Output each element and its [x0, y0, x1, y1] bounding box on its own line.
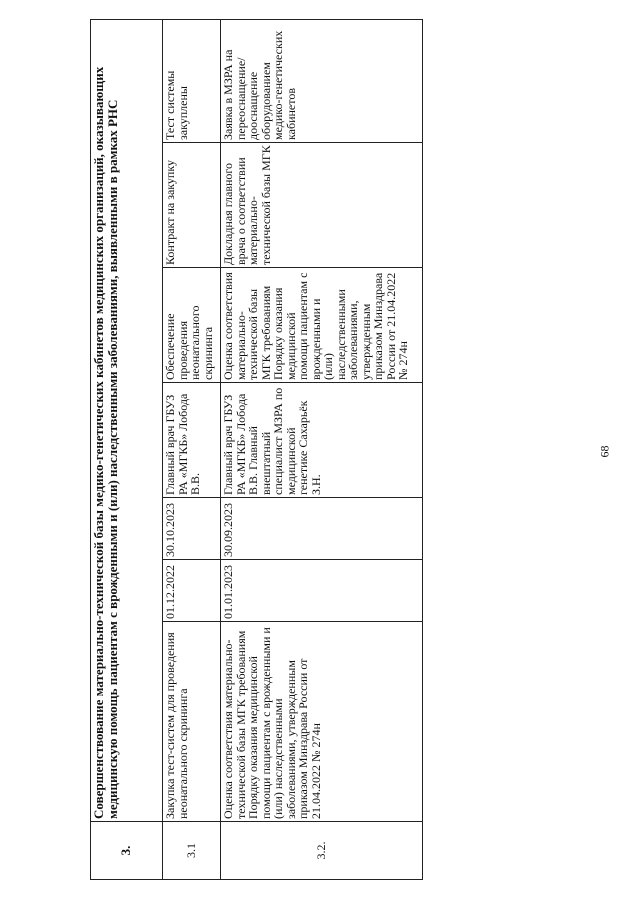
end-date-cell: 30.09.2023 — [221, 498, 423, 560]
result-cell: Обеспечение проведения неонатального скрининга — [163, 268, 221, 383]
start-date-cell: 01.12.2022 — [163, 560, 221, 622]
plan-table — [90, 19, 423, 880]
end-date-cell: 30.10.2023 — [163, 498, 221, 560]
section-title: Совершенствование материально-технической базы медико-генетических кабинетов медицинских организаций, оказывающих медицинскую помощь пациентам с врожденными и (или) наследственными заболеваниями, выявленными в рамках РНС — [91, 20, 163, 822]
control-cell: Тест системы закуплены — [163, 20, 221, 143]
rotated-table-page — [90, 20, 423, 880]
result-cell: Оценка соответствия материально-технической базы МГК требованиям Порядку оказания медицинской помощи пациентам с врожденными и (или) наследственными заболеваниями, утвержденным приказом Минздрава России от 21.04.2022 № 274н — [221, 268, 423, 383]
responsible-cell: Главный врач ГБУЗ РА «МГКБ» Лобода В.В. — [163, 383, 221, 498]
row-number: 3.1 — [163, 822, 221, 880]
responsible-cell: Главный врач ГБУЗ РА «МГКБ» Лобода В.В. Главный внештатный специалист МЗРА по медицинской генетике Сахарьёк З.Н. — [221, 383, 423, 498]
document-cell: Докладная главного врача о соответствии материально-технической базы МГК — [221, 143, 423, 268]
control-cell: Заявка в МЗРА на переоснащение/ дооснащение оборудованием медико-генетических кабинетов — [221, 20, 423, 143]
table-row — [221, 20, 423, 880]
task-cell: Закупка тест-систем для проведения неонатального скрининга — [163, 622, 221, 822]
page-number: 68 — [597, 445, 612, 458]
section-number: 3. — [91, 822, 163, 880]
start-date-cell: 01.01.2023 — [221, 560, 423, 622]
table-row — [163, 20, 221, 880]
task-cell: Оценка соответствия материально-технической базы МГК требованиям Порядку оказания медицинской помощи пациентам с врожденными и (или) наследственными заболеваниями, утвержденным приказом Минздрава России от 21.04.2022 № 274н — [221, 622, 423, 822]
section-row — [91, 20, 163, 880]
row-number: 3.2. — [221, 822, 423, 880]
document-cell: Контракт на закупку — [163, 143, 221, 268]
